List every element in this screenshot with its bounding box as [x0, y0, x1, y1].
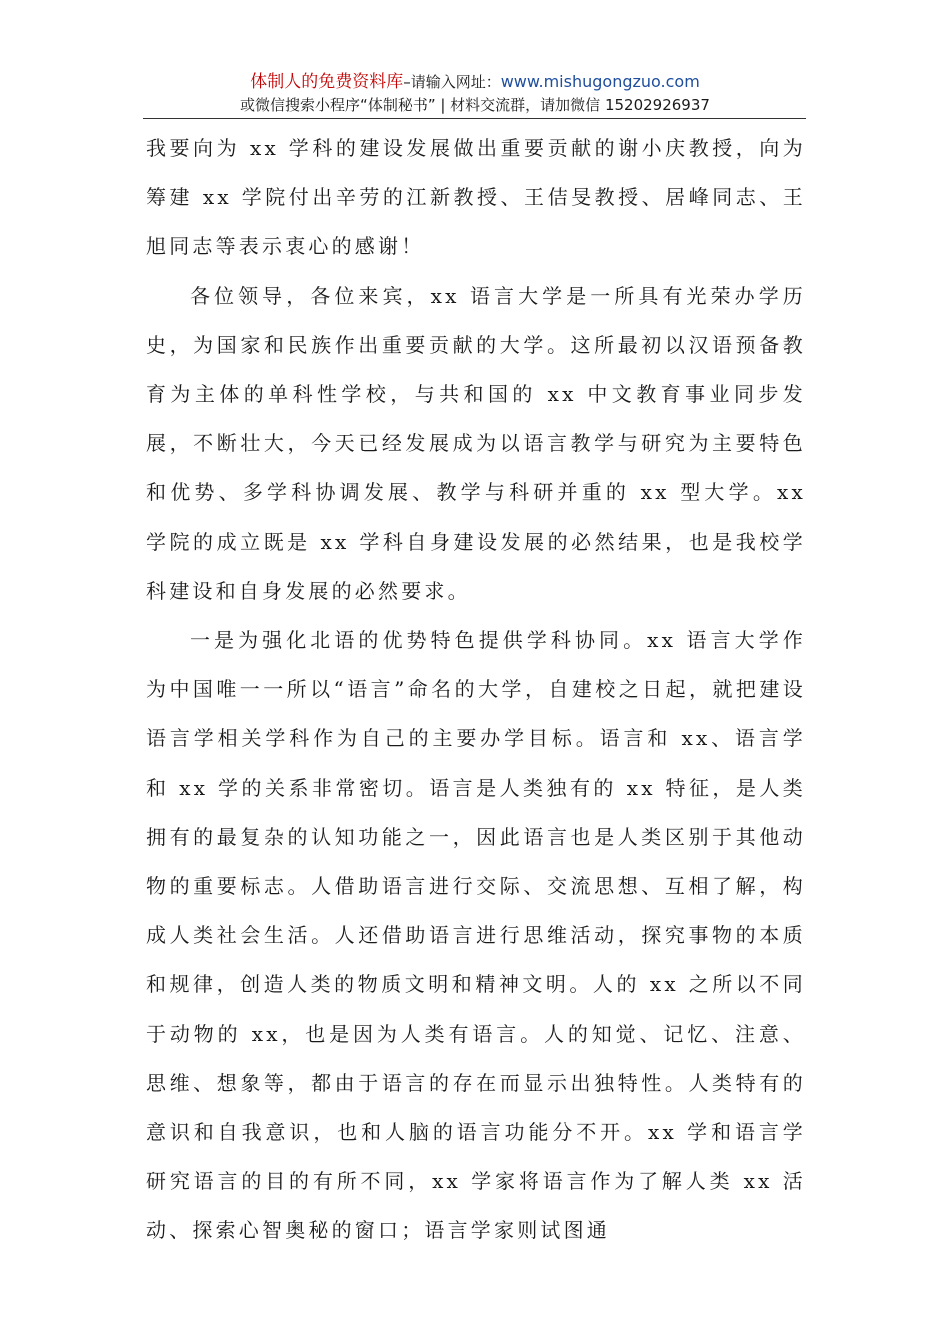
document-body [146, 124, 806, 1256]
header-line-2: 或微信搜索小程序“体制秘书” | 材料交流群，请加微信 15202926937 [240, 96, 710, 114]
paragraph-continuation: 我要向为 xx 学科的建设发展做出重要贡献的谢小庆教授，向为筹建 xx 学院付出辛劳的江新教授、王佶旻教授、居峰同志、王旭同志等表示衷心的感谢！ [146, 136, 806, 259]
paragraph-first-point: 一是为强化北语的优势特色提供学科协同。xx 语言大学作为中国唯一一所以“语言”命名的大学，自建校之日起，就把建设语言学相关学科作为自己的主要办学目标。语言和 xx、语言学和 xx 学的关系非常密切。语言是人类独有的 xx 特征，是人类拥有的最复杂的认知功能之一，因此语言也是人类区别于其他动物的重要标志。人借助语言进行交际、交流思想、互相了解，构成人类社会生活。人还借助语言进行思维活动，探究事物的本质和规律，创造人类的物质文明和精神文明。人的 xx 之所以不同于动物的 xx，也是因为人类有语言。人的知觉、记忆、注意、思维、想象等，都由于语言的存在而显示出独特性。人类特有的意识和自我意识，也和人脑的语言功能分不开。xx 学和语言学研究语言的目的有所不同，xx 学家将语言作为了解人类 xx 活动、探索心智奥秘的窗口；语言学家则试图通 [146, 628, 806, 1243]
header-prompt: –请输入网址： [403, 73, 501, 91]
header-line-1 [0, 70, 950, 94]
page-header [0, 70, 950, 116]
header-url-link[interactable]: www.mishugongzuo.com [500, 72, 700, 91]
header-brand: 体制人的免费资料库 [250, 72, 404, 92]
header-divider [143, 118, 806, 119]
paragraph-university-intro: 各位领导，各位来宾，xx 语言大学是一所具有光荣办学历史，为国家和民族作出重要贡献的大学。这所最初以汉语预备教育为主体的单科性学校，与共和国的 xx 中文教育事业同步发展，不断壮大，今天已经发展成为以语言教学与研究为主要特色和优势、多学科协调发展、教学与科研并重的 xx 型大学。xx 学院的成立既是 xx 学科自身建设发展的必然结果，也是我校学科建设和自身发展的必然要求。 [146, 283, 806, 603]
